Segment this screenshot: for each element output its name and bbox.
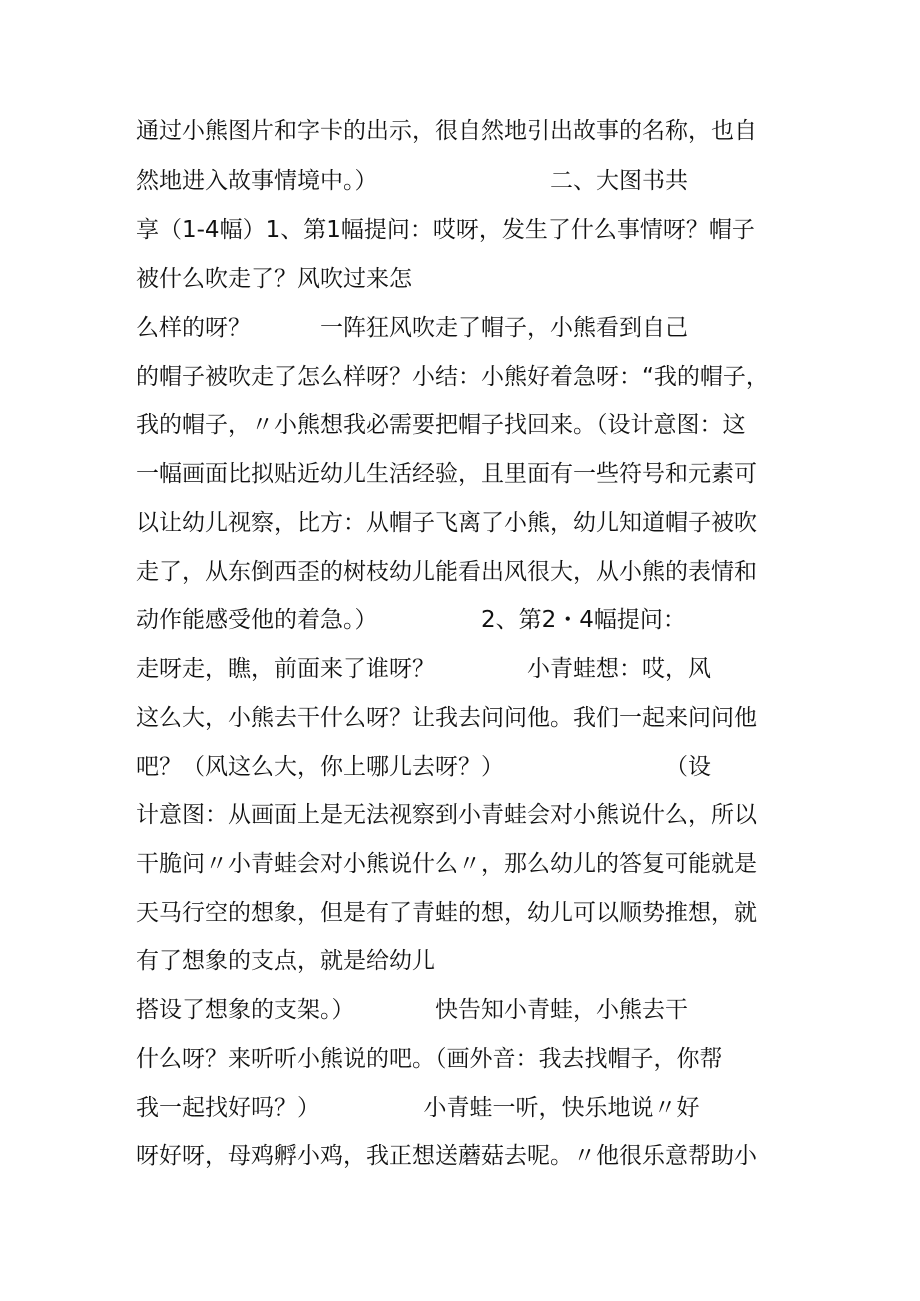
- text-line: 干脆问〃小青蛙会对小熊说什么〃，那么幼儿的答复可能就是: [136, 851, 757, 877]
- text-line: 一幅画面比拟贴近幼儿生活经验，且里面有一些符号和元素可: [136, 461, 757, 487]
- text-line: 被什么吹走了？风吹过来怎: [136, 266, 412, 292]
- text-line: 然地进入故事情境中。） 二、大图书共: [136, 168, 688, 194]
- text-line: 天马行空的想象，但是有了青蛙的想，幼儿可以顺势推想，就: [136, 900, 757, 926]
- text-line: 计意图：从画面上是无法视察到小青蛙会对小熊说什么，所以: [136, 802, 757, 828]
- text-line: 以让幼儿视察，比方：从帽子飞离了小熊，幼儿知道帽子被吹: [136, 510, 757, 536]
- text-line: 动作能感受他的着急。） 2、第2・4幅提问：: [136, 607, 686, 633]
- text-line: 吧？（风这么大，你上哪儿去呀？） （设: [136, 754, 711, 780]
- text-line: 的帽子被吹走了怎么样呀？小结：小熊好着急呀：“我的帽子，: [136, 364, 769, 390]
- text-line: 呀好呀，母鸡孵小鸡，我正想送蘑菇去呢。〃他很乐意帮助小: [136, 1143, 757, 1169]
- text-line: 这么大，小熊去干什么呀？让我去问问他。我们一起来问问他: [136, 705, 757, 731]
- text-line: 我的帽子，〃小熊想我必需要把帽子找回来。（设计意图：这: [136, 412, 746, 438]
- text-line: 我一起找好吗？） 小青蛙一听，快乐地说〃好: [136, 1095, 700, 1121]
- text-line: 走了，从东倒西歪的树枝幼儿能看出风很大，从小熊的表情和: [136, 559, 757, 585]
- text-line: 走呀走，瞧，前面来了谁呀？ 小青蛙想：哎，风: [136, 656, 711, 682]
- text-line: 什么呀？来听听小熊说的吧。（画外音：我去找帽子，你帮: [136, 1046, 723, 1072]
- text-line: 么样的呀？ 一阵狂风吹走了帽子，小熊看到自己: [136, 315, 688, 341]
- text-line: 通过小熊图片和字卡的出示，很自然地引出故事的名称，也自: [136, 118, 757, 144]
- text-line: 享（1-4幅）1、第1幅提问：哎呀，发生了什么事情呀？帽子: [136, 217, 755, 243]
- text-line: 搭设了想象的支架。） 快告知小青蛙，小熊去干: [136, 997, 688, 1023]
- text-line: 有了想象的支点，就是给幼儿: [136, 948, 435, 974]
